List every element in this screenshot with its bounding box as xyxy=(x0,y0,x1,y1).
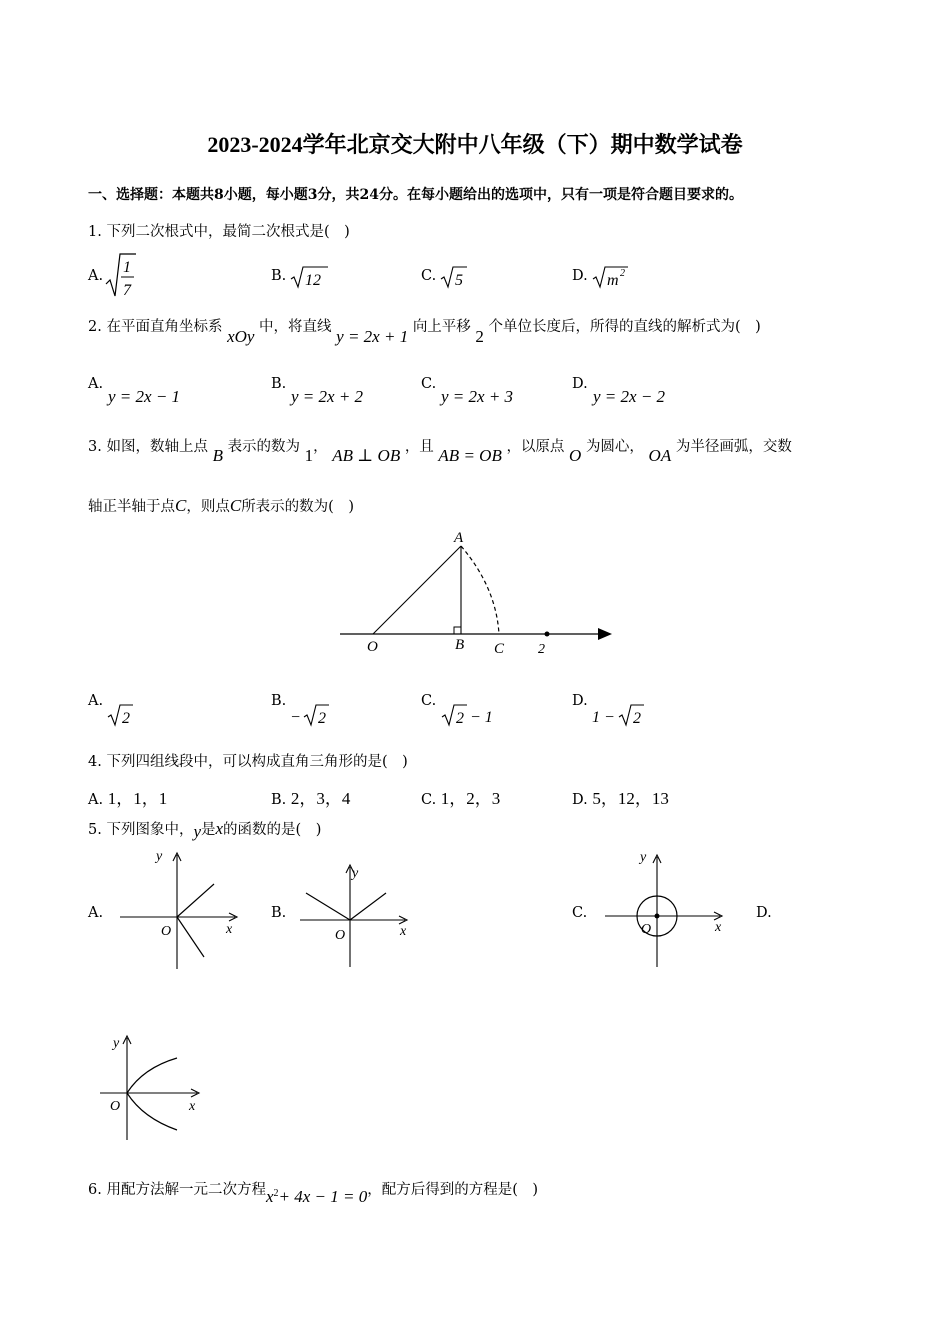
q5-c-origin-label: O xyxy=(641,922,652,937)
q5-c-x-label: x xyxy=(715,920,722,935)
q3-option-a-label: A. xyxy=(88,693,104,709)
q3-text-9: 所表示的数为( ) xyxy=(241,499,355,515)
q1-c-radicand: 5 xyxy=(455,272,463,289)
q5-text-3: 的函数的是( ) xyxy=(223,822,322,838)
q5-b-x-label: x xyxy=(400,924,407,939)
q3-a-radicand: 2 xyxy=(122,710,130,727)
q2-option-b: y = 2x + 2 xyxy=(291,387,364,406)
q4-a-value: 1，1，1 xyxy=(107,789,168,808)
q5-option-b-label: B. xyxy=(271,905,287,921)
q3-segment-oa: OA xyxy=(648,446,672,465)
q5-d-origin-label: O xyxy=(110,1099,121,1114)
q3-text-3: ，且 xyxy=(404,439,434,455)
q3-b-radicand: 2 xyxy=(318,710,326,727)
q1-option-c-radical xyxy=(440,264,470,290)
q3-text-5: 为圆心， xyxy=(585,439,644,455)
q4-d-value: 5，12，13 xyxy=(592,789,669,808)
question-3-line-1 xyxy=(88,435,792,465)
q5-d-x-label: x xyxy=(189,1099,196,1114)
question-6-stem xyxy=(88,1178,539,1206)
q3-option-d-label: D. xyxy=(572,693,588,709)
q1-option-a-label: A. xyxy=(88,268,104,284)
q1-d-exponent: 2 xyxy=(620,268,625,279)
q6-eq-x: x xyxy=(265,1187,274,1206)
q1-option-a-radical xyxy=(105,250,137,300)
q3-fig-label-c: C xyxy=(494,641,505,657)
q1-option-b-label: B. xyxy=(271,268,287,284)
q3-number-line-figure xyxy=(330,525,620,660)
q1-option-b-radical xyxy=(290,264,330,290)
q2-option-c-label: C. xyxy=(421,376,437,392)
q3-fig-label-2: 2 xyxy=(538,642,545,657)
q5-option-c-label: C. xyxy=(572,905,588,921)
q4-c-label: C. xyxy=(421,792,437,808)
q3-d-head: 1 − xyxy=(592,709,615,726)
q2-text-4: 个单位长度后，所得的直线的解析式为( ) xyxy=(488,319,761,335)
q5-var-x: x xyxy=(215,819,224,838)
q5-option-a-label: A. xyxy=(88,905,104,921)
q1-d-base: m xyxy=(607,272,619,289)
q2-text-1: 2. 在平面直角坐标系 xyxy=(88,319,223,335)
q3-text-1: 3. 如图，数轴上点 xyxy=(88,439,208,455)
q4-b-label: B. xyxy=(271,792,287,808)
q5-option-d-label: D. xyxy=(756,905,772,921)
q5-text-1: 5. 下列图象中， xyxy=(88,822,194,838)
q2-option-a-label: A. xyxy=(88,376,104,392)
q3-point-o: O xyxy=(569,446,582,465)
q6-eq-rest: + 4x − 1 = 0 xyxy=(278,1187,368,1206)
q1-option-c-label: C. xyxy=(421,268,437,284)
q5-graph-d xyxy=(95,1030,215,1145)
q5-var-y: y xyxy=(193,822,201,841)
q4-option-d xyxy=(572,784,669,809)
q2-coord-system: xOy xyxy=(227,327,255,346)
q4-b-value: 2，3，4 xyxy=(290,789,351,808)
q2-option-c: y = 2x + 3 xyxy=(441,387,514,406)
q3-text-8: ，则点 xyxy=(186,499,230,515)
q3-value-one: 1 xyxy=(304,446,314,465)
q4-option-a xyxy=(88,784,167,809)
q5-a-origin-label: O xyxy=(161,924,172,939)
q3-d-radicand: 2 xyxy=(633,710,641,727)
q1-option-d-radical xyxy=(592,262,632,290)
q1-b-radicand: 12 xyxy=(305,272,321,289)
q4-d-label: D. xyxy=(572,792,588,808)
q2-option-d-label: D. xyxy=(572,376,588,392)
q5-d-y-label: y xyxy=(113,1036,120,1051)
q2-option-d: y = 2x − 2 xyxy=(593,387,666,406)
q5-b-y-label: y xyxy=(352,866,359,881)
q3-point-b: B xyxy=(212,446,223,465)
q3-option-a-radical xyxy=(107,702,135,728)
q3-option-b-radical xyxy=(290,702,332,728)
q3-point-c-2: C xyxy=(229,496,242,515)
q3-equal-segments: AB = OB xyxy=(438,446,502,465)
q4-c-value: 1，2，3 xyxy=(440,789,501,808)
q3-text-7: 轴正半轴于点 xyxy=(88,499,175,515)
q3-option-c-radical xyxy=(441,702,497,728)
q2-text-3: 向上平移 xyxy=(412,319,471,335)
q2-line-equation: y = 2x + 1 xyxy=(336,327,409,346)
q3-option-c-label: C. xyxy=(421,693,437,709)
q3-option-b-label: B. xyxy=(271,693,287,709)
q3-c-tail: − 1 xyxy=(470,709,493,726)
section-heading: 一、选择题：本题共8小题，每小题3分，共24分。在每小题给出的选项中，只有一项是符合题目要求的。 xyxy=(88,187,743,203)
q3-text-2: 表示的数为 xyxy=(227,439,301,455)
question-4-stem: 4. 下列四组线段中，可以构成直角三角形的是( ) xyxy=(88,754,408,770)
q6-text-1: 6. 用配方法解一元二次方程 xyxy=(88,1182,266,1198)
q5-b-origin-label: O xyxy=(335,928,346,943)
q6-eq-exponent: 2 xyxy=(273,1188,279,1200)
question-2-stem xyxy=(88,315,761,346)
question-5-stem xyxy=(88,818,321,839)
q3-point-c: C xyxy=(175,496,187,515)
page-title: 2023-2024学年北京交大附中八年级（下）期中数学试卷 xyxy=(207,132,743,157)
q4-a-label: A. xyxy=(88,792,104,808)
q3-b-sign: − xyxy=(290,709,301,726)
q5-a-x-label: x xyxy=(226,922,233,937)
q3-sep: ， xyxy=(313,439,328,455)
q6-equation xyxy=(265,1187,368,1206)
q5-graph-c xyxy=(595,845,735,975)
q3-option-d-radical xyxy=(592,702,648,728)
q4-option-c xyxy=(421,784,500,809)
q1-option-d-label: D. xyxy=(572,268,588,284)
q3-c-radicand: 2 xyxy=(456,710,464,727)
q2-shift-amount: 2 xyxy=(475,327,484,346)
q4-option-b xyxy=(271,784,350,809)
q3-fig-label-o: O xyxy=(367,639,378,655)
question-1-stem: 1. 下列二次根式中，最简二次根式是( ) xyxy=(88,224,350,240)
q5-graph-a xyxy=(110,845,250,975)
q5-a-y-label: y xyxy=(156,849,163,864)
q3-text-4: ，以原点 xyxy=(506,439,565,455)
q5-c-y-label: y xyxy=(640,850,647,865)
q3-perpendicular: AB ⊥ OB xyxy=(332,446,401,465)
q1-a-numerator: 1 xyxy=(123,259,131,276)
q2-text-2: 中，将直线 xyxy=(259,319,332,335)
q1-a-denominator: 7 xyxy=(123,282,131,299)
q5-text-2: 是 xyxy=(201,822,216,838)
q3-fig-label-a: A xyxy=(454,530,464,546)
q3-fig-label-b: B xyxy=(455,637,465,653)
q6-text-2: ，配方后得到的方程是( ) xyxy=(367,1182,539,1198)
q2-option-a: y = 2x − 1 xyxy=(108,387,181,406)
q3-text-6: 为半径画弧，交数 xyxy=(675,439,792,455)
q5-graph-b xyxy=(290,845,420,975)
q2-option-b-label: B. xyxy=(271,376,287,392)
question-3-line-2 xyxy=(88,495,354,516)
